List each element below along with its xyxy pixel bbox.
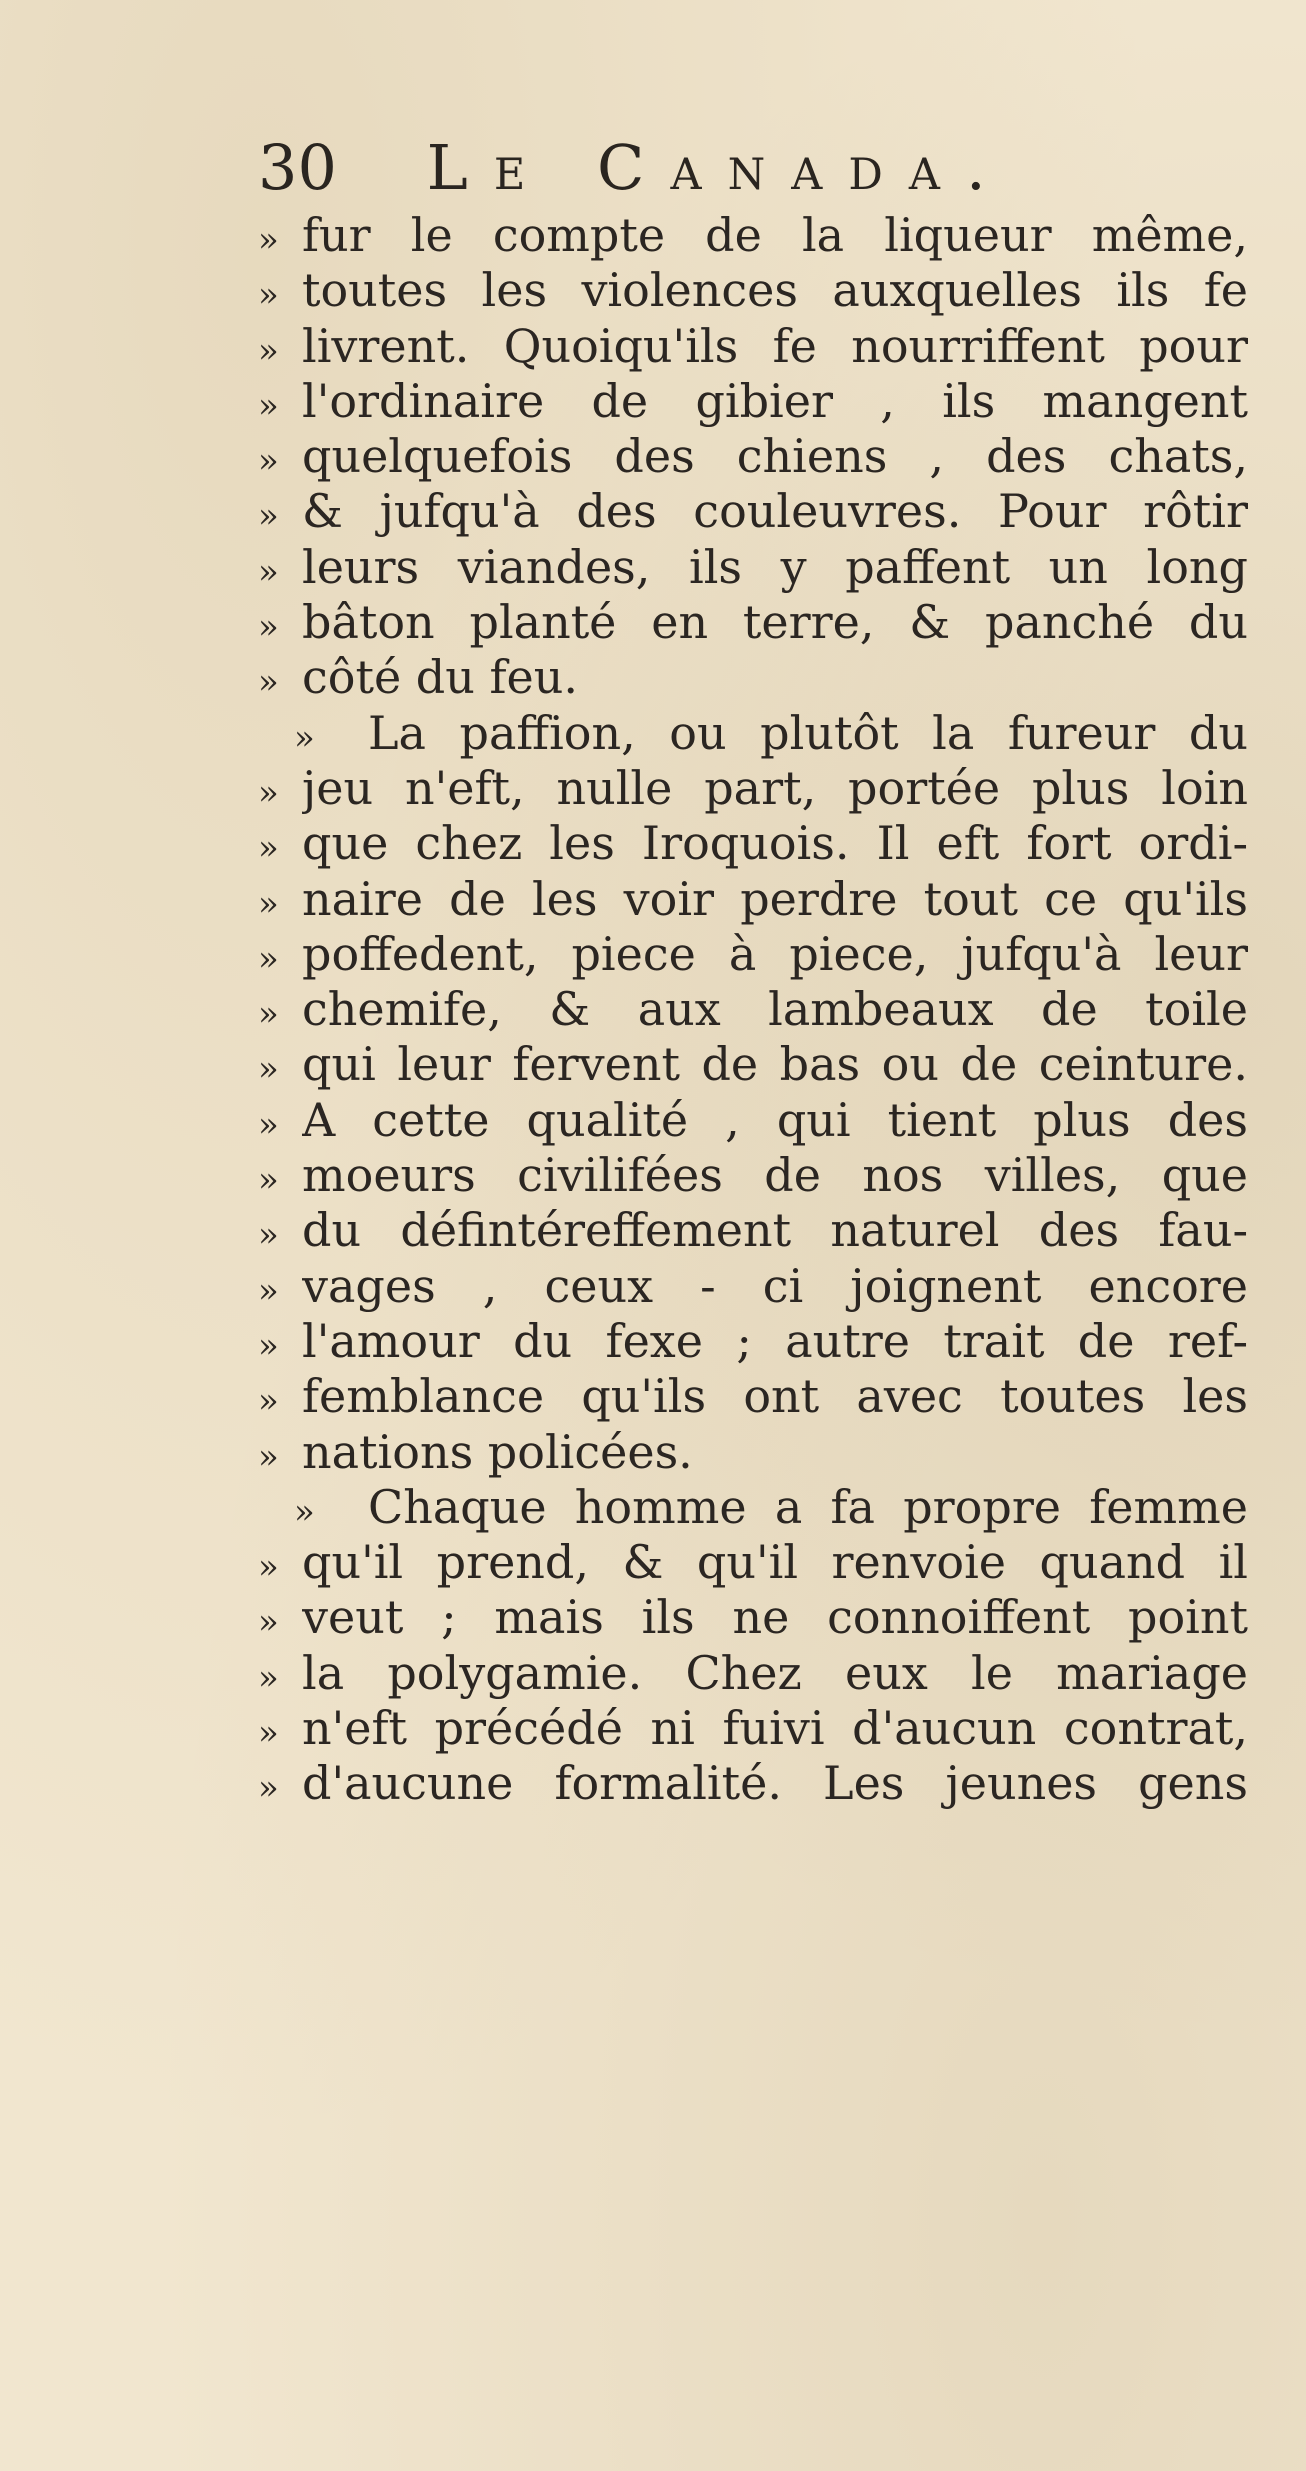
line-text: La paffion, ou plutôt la fureur du: [368, 705, 1248, 760]
line-text: fur le compte de la liqueur même,: [302, 208, 1248, 262]
text-line: [258, 1314, 1248, 1369]
quotation-mark: »: [258, 1381, 279, 1422]
quotation-mark: »: [258, 938, 279, 979]
quotation-mark: »: [258, 330, 279, 371]
line-text: l'amour du fexe ; autre trait de ref-: [302, 1313, 1248, 1368]
text-line: [258, 1590, 1248, 1645]
line-text: leurs viandes, ils y paffent un long: [302, 539, 1248, 594]
text-line: [258, 1701, 1248, 1756]
quotation-mark: »: [258, 275, 279, 316]
quotation-mark: »: [258, 994, 279, 1035]
line-text: vages , ceux - ci joignent encore: [302, 1258, 1248, 1313]
line-text: veut ; mais ils ne connoiffent point: [302, 1590, 1248, 1645]
line-text: du défintéreffement naturel des fau-: [302, 1203, 1248, 1258]
line-text: la polygamie. Chez eux le mariage: [302, 1645, 1248, 1700]
text-line: [258, 1259, 1248, 1314]
line-text: naire de les voir perdre tout ce qu'ils: [302, 871, 1248, 926]
text-line: [258, 263, 1248, 318]
line-text: qui leur fervent de bas ou de ceinture.: [302, 1037, 1248, 1092]
text-line: [258, 816, 1248, 871]
text-line: [258, 706, 1248, 761]
quotation-mark: »: [258, 607, 279, 648]
text-line: [258, 1756, 1248, 1811]
text-line: [258, 374, 1248, 429]
quotation-mark: »: [258, 385, 279, 426]
text-line: [258, 761, 1248, 816]
text-line: [258, 429, 1248, 484]
line-text: l'ordinaire de gibier , ils mangent: [302, 373, 1248, 428]
text-line: [258, 1535, 1248, 1590]
text-line: [258, 650, 1248, 705]
quotation-mark: »: [258, 1215, 279, 1256]
line-text: & jufqu'à des couleuvres. Pour rôtir: [302, 484, 1248, 539]
line-text: livrent. Quoiqu'ils fe nourriffent pour: [302, 318, 1248, 373]
line-text: poffedent, piece à piece, jufqu'à leur: [302, 926, 1248, 981]
line-text: A cette qualité , qui tient plus des: [302, 1092, 1248, 1147]
text-line: [258, 1369, 1248, 1424]
line-text: quelquefois des chiens , des chats,: [302, 429, 1248, 484]
quotation-mark: »: [294, 1491, 315, 1532]
quotation-mark: »: [258, 1325, 279, 1366]
line-text: toutes les violences auxquelles ils fe: [302, 263, 1248, 318]
line-text: d'aucune formalité. Les jeunes gens: [302, 1756, 1248, 1811]
text-line: [258, 484, 1248, 539]
quotation-mark: »: [258, 772, 279, 813]
line-text: que chez les Iroquois. Il eft fort ordi-: [302, 816, 1248, 871]
quotation-mark: »: [258, 883, 279, 924]
quotation-mark: »: [258, 1768, 279, 1809]
text-line: [258, 1093, 1248, 1148]
quotation-mark: »: [258, 1049, 279, 1090]
quotation-mark: »: [294, 717, 315, 758]
quotation-mark: »: [258, 1160, 279, 1201]
text-line: [258, 872, 1248, 927]
line-text: nations policées.: [302, 1424, 693, 1479]
line-text: femblance qu'ils ont avec toutes les: [302, 1369, 1248, 1424]
line-text: n'eft précédé ni fuivi d'aucun contrat,: [302, 1701, 1248, 1756]
quotation-mark: »: [258, 1602, 279, 1643]
line-text: qu'il prend, & qu'il renvoie quand il: [302, 1535, 1248, 1590]
line-text: bâton planté en terre, & panché du: [302, 595, 1248, 650]
text-line: [258, 1480, 1248, 1535]
quotation-mark: »: [258, 1657, 279, 1698]
quotation-mark: »: [258, 1713, 279, 1754]
quotation-mark: »: [258, 551, 279, 592]
text-line: [258, 927, 1248, 982]
page-number: 30: [258, 131, 337, 204]
quotation-mark: »: [258, 1104, 279, 1145]
text-line: [258, 1203, 1248, 1258]
body-text: [258, 208, 1248, 1812]
line-text: côté du feu.: [302, 650, 578, 705]
line-text: moeurs civilifées de nos villes, que: [302, 1148, 1248, 1203]
quotation-mark: »: [258, 1436, 279, 1477]
text-line: [258, 208, 1248, 263]
text-line: [258, 1425, 1248, 1480]
line-text: chemife, & aux lambeaux de toile: [302, 982, 1248, 1037]
quotation-mark: »: [258, 441, 279, 482]
quotation-mark: »: [258, 496, 279, 537]
text-line: [258, 1646, 1248, 1701]
text-line: [258, 540, 1248, 595]
quotation-mark: »: [258, 662, 279, 703]
quotation-mark: »: [258, 1547, 279, 1588]
quotation-mark: »: [258, 828, 279, 869]
line-text: Chaque homme a fa propre femme: [368, 1479, 1248, 1534]
line-text: jeu n'eft, nulle part, portée plus loin: [302, 760, 1248, 815]
text-line: [258, 1148, 1248, 1203]
text-line: [258, 982, 1248, 1037]
text-line: [258, 1037, 1248, 1092]
running-head: [258, 128, 1012, 208]
text-line: [258, 595, 1248, 650]
quotation-mark: »: [258, 220, 279, 260]
running-title: Le Canada.: [426, 131, 1012, 204]
text-line: [258, 319, 1248, 374]
quotation-mark: »: [258, 1270, 279, 1311]
